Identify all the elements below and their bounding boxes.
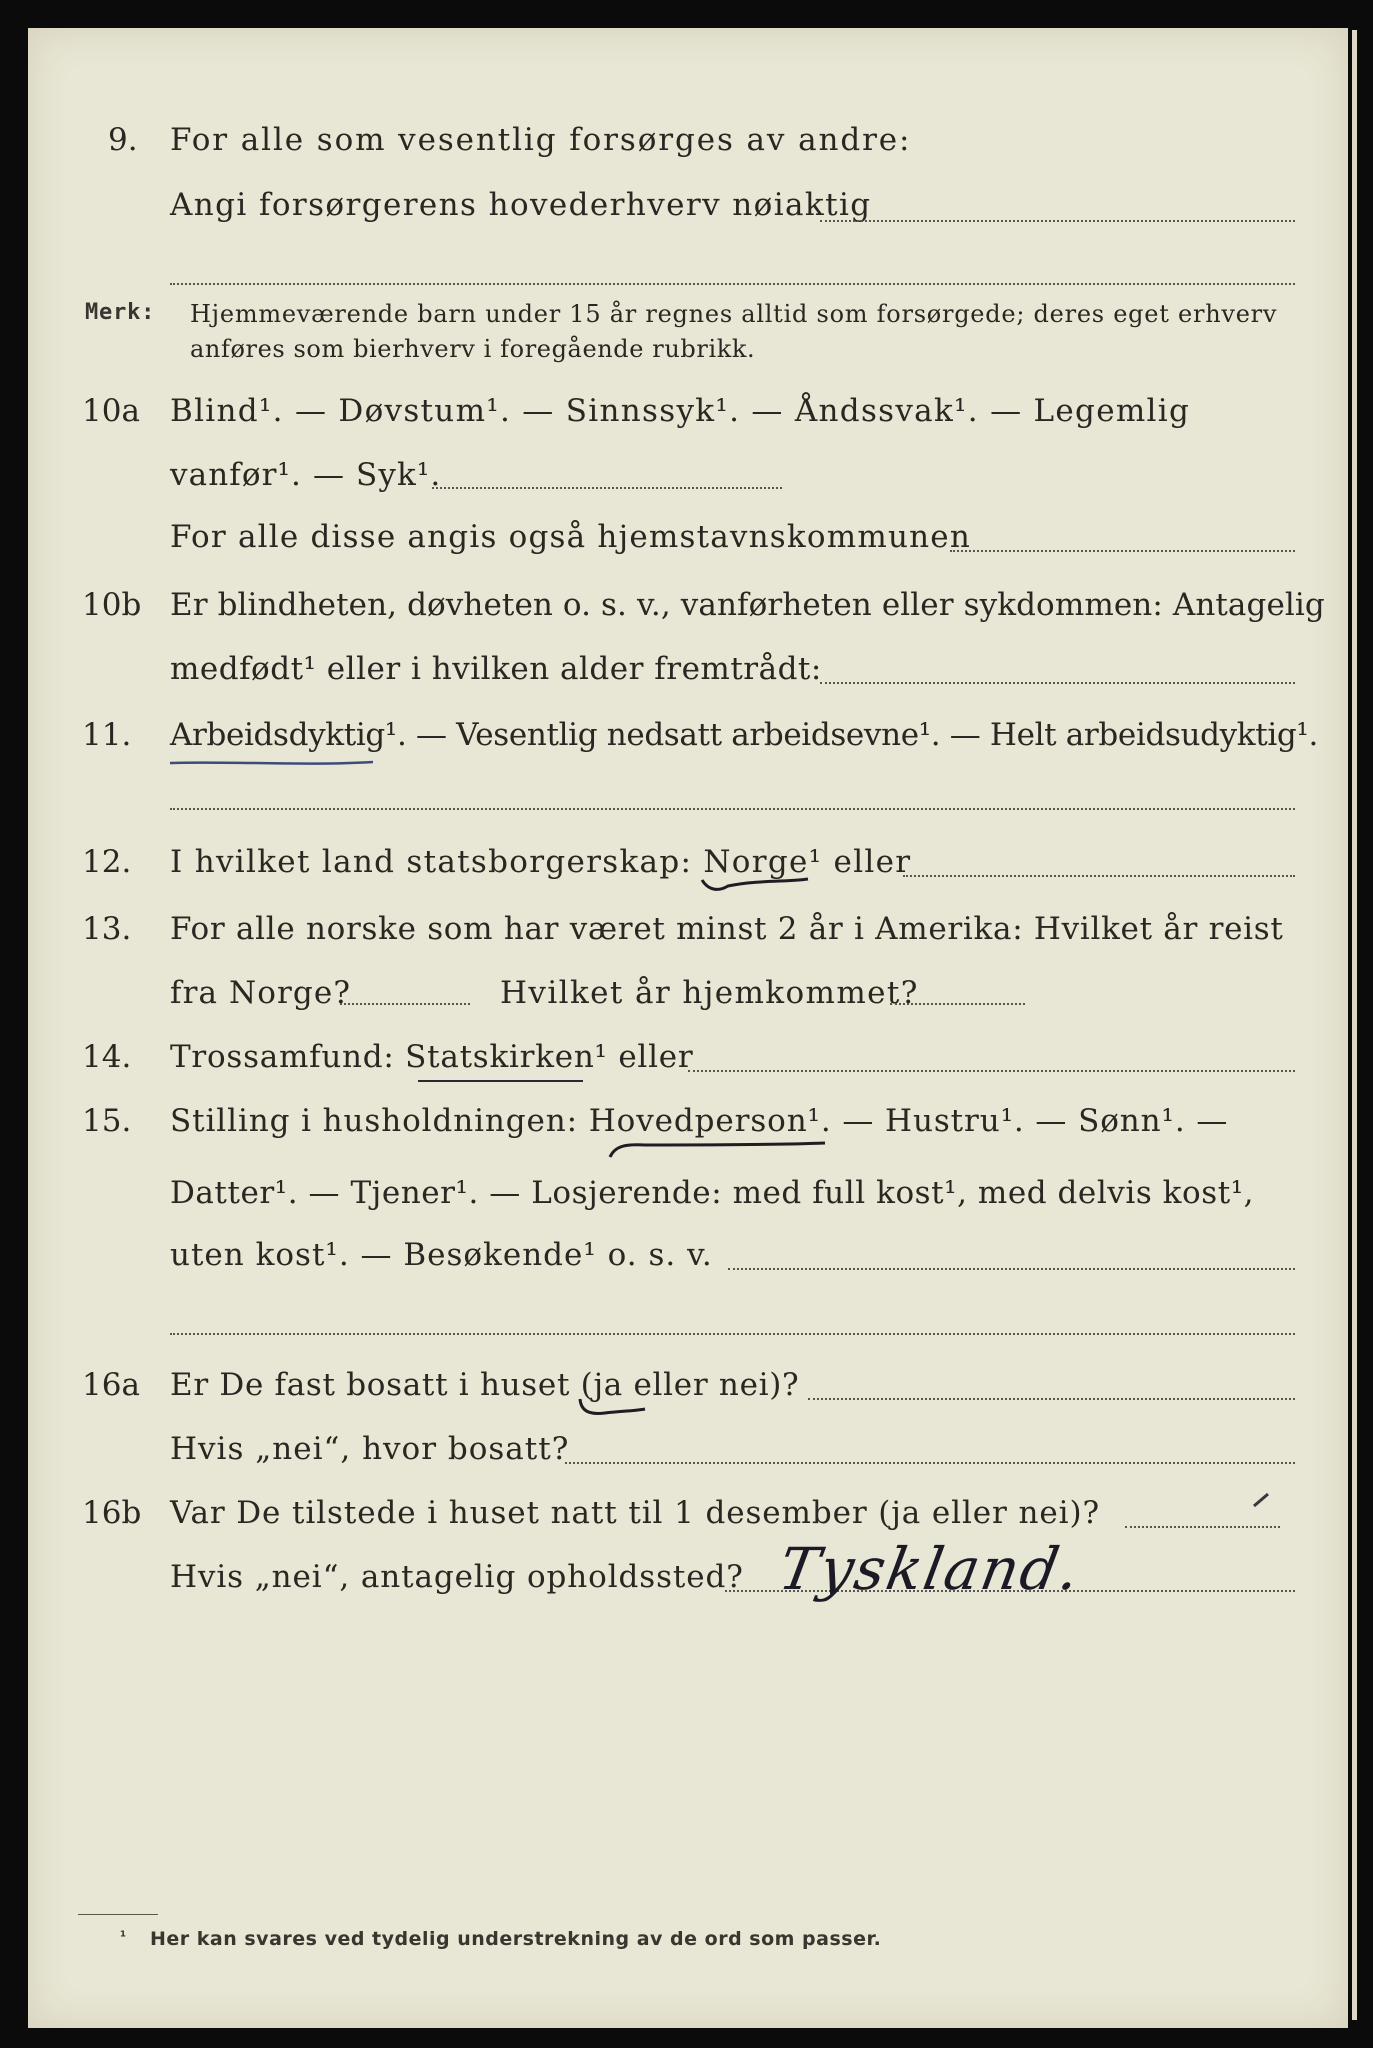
- q15-answer-line-2: [170, 1333, 1295, 1335]
- q14-number: 14.: [82, 1039, 132, 1075]
- q16b-answer-line: [1125, 1526, 1280, 1528]
- q9-line2: Angi forsørgerens hovederhverv nøiaktig: [170, 187, 872, 223]
- q14-underline-mark: [418, 1080, 583, 1082]
- q16b-number: 16b: [82, 1495, 142, 1531]
- q15-answer-line: [728, 1268, 1295, 1270]
- q15-underline-mark: [605, 1140, 830, 1162]
- q16a-number: 16a: [82, 1367, 140, 1403]
- q14-answer-line: [688, 1070, 1295, 1072]
- q10b-answer-line: [820, 682, 1295, 684]
- q10b-line2: medfødt¹ eller i hvilken alder fremtrådt:: [170, 651, 822, 687]
- q10a-number: 10a: [82, 393, 140, 429]
- q13-return-year-line: [890, 1003, 1025, 1005]
- footnote-text: Her kan svares ved tydelig understrekning av de ord som passer.: [150, 1928, 882, 1950]
- page-edge-strip: [1352, 30, 1357, 2020]
- q16a-line2: Hvis „nei“, hvor bosatt?: [170, 1431, 570, 1467]
- q16a-underline-mark: [575, 1395, 650, 1420]
- q9-number: 9.: [108, 122, 138, 158]
- q11-answer-line: [170, 808, 1295, 810]
- q16b-line2: Hvis „nei“, antagelig opholdssted?: [170, 1559, 744, 1595]
- q10a-municipality-line: [950, 550, 1295, 552]
- q16a-residence-line: [565, 1462, 1295, 1464]
- q10b-line1: Er blindheten, døvheten o. s. v., vanførheten eller sykdommen: Antagelig: [170, 587, 1325, 623]
- q16b-line1: Var De tilstede i huset natt til 1 desember (ja eller nei)?: [170, 1495, 1100, 1531]
- q15-number: 15.: [82, 1103, 132, 1139]
- q9-line1: For alle som vesentlig forsørges av andre:: [170, 122, 912, 158]
- q10b-number: 10b: [82, 587, 142, 623]
- q13-line1: For alle norske som har været minst 2 år i Amerika: Hvilket år reist: [170, 911, 1284, 947]
- q15-line1: Stilling i husholdningen: Hovedperson¹. — Hustru¹. — Sønn¹. —: [170, 1103, 1229, 1139]
- q12-number: 12.: [82, 844, 132, 880]
- q16a-answer-line: [808, 1398, 1295, 1400]
- q9-answer-line: [820, 220, 1295, 222]
- merk-label: Merk:: [85, 300, 156, 325]
- merk-line1: Hjemmeværende barn under 15 år regnes alltid som forsørgede; deres eget erhverv: [190, 300, 1278, 328]
- footnote-mark: ¹: [120, 1929, 127, 1945]
- q10a-answer-line: [432, 487, 782, 489]
- q11-line1: Arbeidsdyktig¹. — Vesentlig nedsatt arbeidsevne¹. — Helt arbeidsudyktig¹.: [170, 717, 1318, 753]
- q10a-line1: Blind¹. — Døvstum¹. — Sinnssyk¹. — Åndssvak¹. — Legemlig: [170, 393, 1191, 429]
- q15-line3: uten kost¹. — Besøkende¹ o. s. v.: [170, 1237, 713, 1273]
- q10a-line3: For alle disse angis også hjemstavnskommunen: [170, 519, 971, 555]
- q12-line1: I hvilket land statsborgerskap: Norge¹ eller: [170, 844, 912, 880]
- q10a-line2: vanfør¹. — Syk¹.: [170, 457, 442, 493]
- q13-line2a: fra Norge?: [170, 975, 352, 1011]
- q12-answer-line: [903, 875, 1295, 877]
- footnote-rule: [78, 1914, 158, 1915]
- q16b-handwritten-answer: Tyskland.: [774, 1535, 1087, 1603]
- q13-departure-year-line: [340, 1003, 470, 1005]
- q11-underline-mark: [168, 757, 378, 769]
- q14-line1: Trossamfund: Statskirken¹ eller: [170, 1039, 694, 1075]
- q13-number: 13.: [82, 911, 132, 947]
- q15-line2: Datter¹. — Tjener¹. — Losjerende: med full kost¹, med delvis kost¹,: [170, 1175, 1255, 1211]
- census-form-page: [28, 28, 1348, 2028]
- q16a-line1: Er De fast bosatt i huset (ja eller nei)?: [170, 1367, 800, 1403]
- pen-tick-mark: [1250, 1490, 1275, 1510]
- q9-answer-line-2: [170, 283, 1295, 285]
- merk-line2: anføres som bierhverv i foregående rubrikk.: [190, 335, 756, 363]
- q13-line2b: Hvilket år hjemkommet?: [500, 975, 919, 1011]
- q12-underline-mark: [698, 866, 813, 896]
- q11-number: 11.: [82, 717, 132, 753]
